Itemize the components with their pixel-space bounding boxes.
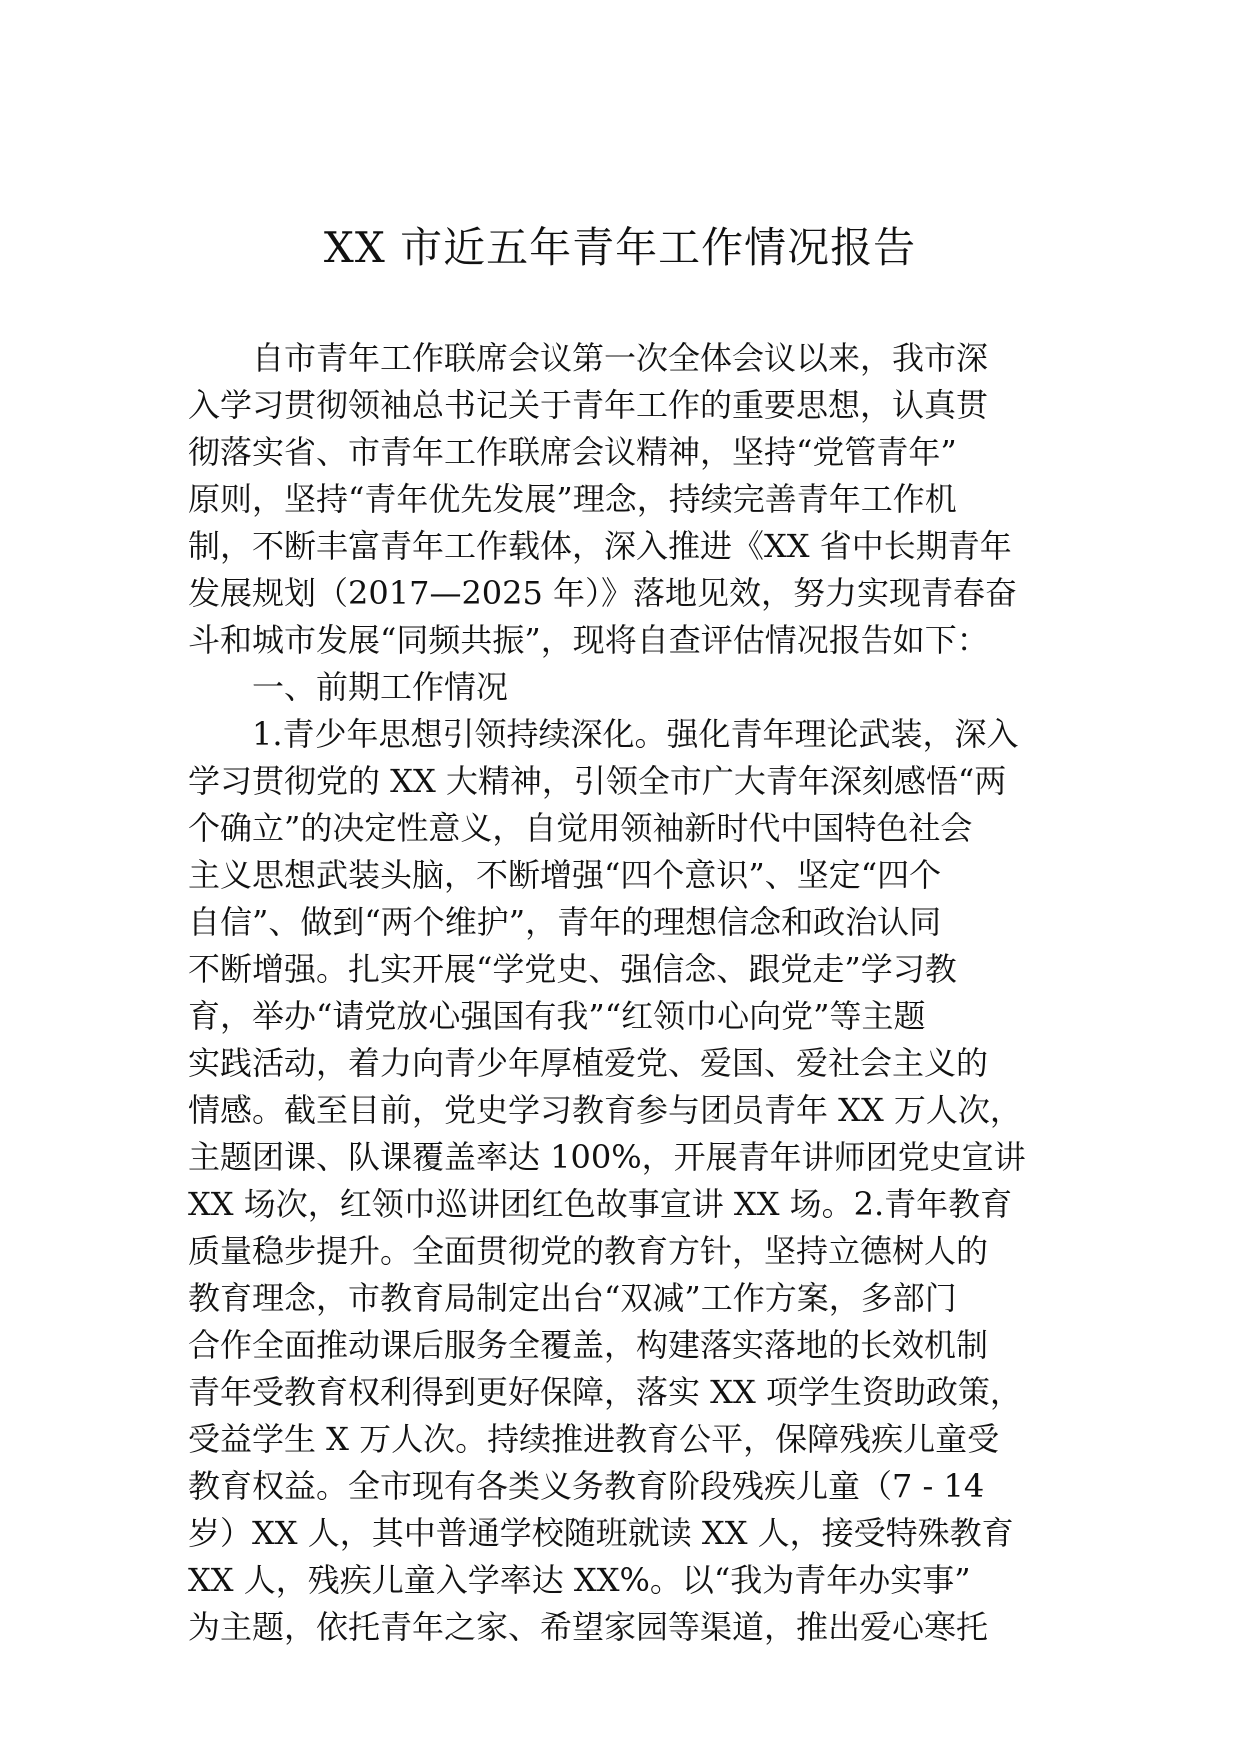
text-line: 质量稳步提升。全面贯彻党的教育方针，坚持立德树人的 <box>188 1232 989 1270</box>
text-line: 1.青少年思想引领持续深化。强化青年理论武装，深入 <box>252 715 1019 753</box>
text-line: 教育理念，市教育局制定出台“双减”工作方案，多部门 <box>188 1279 957 1317</box>
text-line: 情感。截至目前，党史学习教育参与团员青年 XX 万人次， <box>188 1091 1022 1129</box>
text-line: 制，不断丰富青年工作载体，深入推进《XX 省中长期青年 <box>188 527 1012 565</box>
text-line: 入学习贯彻领袖总书记关于青年工作的重要思想，认真贯 <box>188 386 989 424</box>
text-line: 发展规划（2017—2025 年）》落地见效，努力实现青春奋 <box>188 574 1018 612</box>
text-line: 不断增强。扎实开展“学党史、强信念、跟党走”学习教 <box>188 950 957 988</box>
text-line: 为主题，依托青年之家、希望家园等渠道，推出爱心寒托 <box>188 1608 989 1646</box>
text-line: 青年受教育权利得到更好保障，落实 XX 项学生资助政策， <box>188 1373 1022 1411</box>
text-line: 主义思想武装头脑，不断增强“四个意识”、坚定“四个 <box>188 856 942 894</box>
text-line: 主题团课、队课覆盖率达 100%，开展青年讲师团党史宣讲 <box>188 1138 1026 1176</box>
text-line: 教育权益。全市现有各类义务教育阶段残疾儿童（7 - 14 <box>188 1467 985 1505</box>
text-line: 彻落实省、市青年工作联席会议精神，坚持“党管青年” <box>188 433 957 471</box>
text-line: 岁）XX 人，其中普通学校随班就读 XX 人，接受特殊教育 <box>188 1514 1014 1552</box>
text-line: 实践活动，着力向青少年厚植爱党、爱国、爱社会主义的 <box>188 1044 989 1082</box>
text-line: 合作全面推动课后服务全覆盖，构建落实落地的长效机制 <box>188 1326 989 1364</box>
document-title: XX 市近五年青年工作情况报告 <box>323 223 917 272</box>
text-line: XX 场次，红领巾巡讲团红色故事宣讲 XX 场。2.青年教育 <box>188 1185 1013 1223</box>
document-body <box>188 335 1053 1651</box>
text-line: 育，举办“请党放心强国有我”“红领巾心向党”等主题 <box>188 997 926 1035</box>
text-line: XX 人，残疾儿童入学率达 XX%。以“我为青年办实事” <box>188 1561 971 1599</box>
text-line: 斗和城市发展“同频共振”，现将自查评估情况报告如下： <box>188 621 989 659</box>
text-line: 自信”、做到“两个维护”，青年的理想信念和政治认同 <box>188 903 942 941</box>
text-line: 学习贯彻党的 XX 大精神，引领全市广大青年深刻感悟“两 <box>188 762 1007 800</box>
text-line: 个确立”的决定性意义，自觉用领袖新时代中国特色社会 <box>188 809 973 847</box>
text-line: 自市青年工作联席会议第一次全体会议以来，我市深 <box>252 339 989 377</box>
text-line: 原则，坚持“青年优先发展”理念，持续完善青年工作机 <box>188 480 957 518</box>
text-line: 受益学生 X 万人次。持续推进教育公平，保障残疾儿童受 <box>188 1420 1000 1458</box>
section-heading: 一、前期工作情况 <box>252 668 509 706</box>
